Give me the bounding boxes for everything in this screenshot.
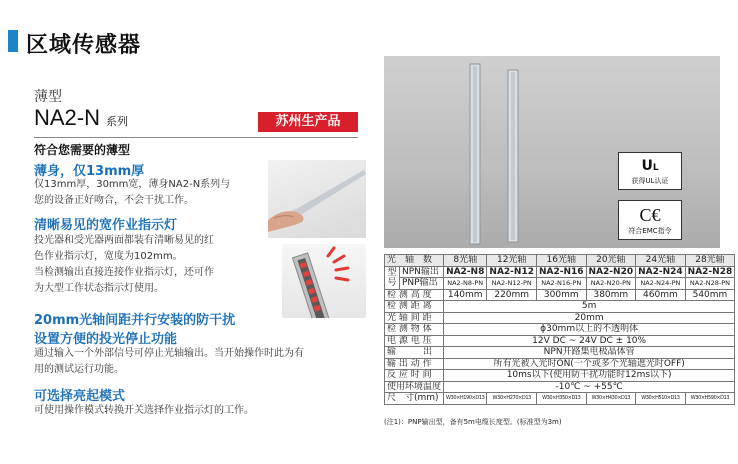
table-cell: PNP输出 [400, 278, 444, 290]
table-cell: NA2-N24 [636, 266, 686, 278]
ce-cert [618, 200, 682, 240]
table-cell: NA2-N28-PN [685, 278, 735, 290]
table-cell: 使用环境温度 [385, 381, 444, 393]
table-header-cell: 8光轴 [444, 255, 487, 267]
page-title: 区域传感器 [26, 33, 142, 58]
table-header-label: 光 轴 数 [385, 255, 444, 267]
table-cell: NPN开路集电极晶体管 [444, 347, 735, 359]
table-row [385, 289, 735, 301]
ul-cert [618, 152, 682, 190]
table-row [385, 335, 735, 347]
table-cell: W30×H590×D13 [685, 393, 735, 405]
table-cell: NA2-N12-PN [487, 278, 537, 290]
table-cell: 检 测 距 离 [385, 301, 444, 313]
feature-heading: 20mm光轴间距并行安装的防干扰 [34, 313, 236, 328]
table-cell: NA2-N28 [685, 266, 735, 278]
table-cell: 460mm [636, 289, 686, 301]
feature-line: 用的测试运行功能。 [34, 364, 124, 375]
table-row [385, 370, 735, 382]
table-cell: NPN输出 [400, 266, 444, 278]
ce-caption: 符合EMC指令 [628, 227, 672, 235]
feature-text [34, 403, 254, 419]
product-photo-hand [268, 160, 366, 238]
table-cell: 反 应 时 间 [385, 370, 444, 382]
table-cell: 540mm [685, 289, 735, 301]
table-header-cell: 24光轴 [636, 255, 686, 267]
feature-line: 通过输入一个外部信号可停止光轴输出。当开始操作时此为有 [34, 348, 304, 359]
table-cell: W30×H190×D13 [444, 393, 487, 405]
lead-text: 符合您需要的薄型 [34, 143, 131, 157]
table-cell: -10℃ ~ +55℃ [444, 381, 735, 393]
table-header-cell: 20光轴 [586, 255, 636, 267]
table-cell: NA2-N20-PN [586, 278, 636, 290]
section-marker [8, 30, 18, 52]
feature-heading: 可选择亮起模式 [34, 389, 126, 404]
feature-text [34, 233, 214, 297]
feature-line: 投光器和受光器两面都装有清晰易见的红 [34, 235, 214, 246]
table-cell: W30×H350×D13 [536, 393, 586, 405]
feature-line: 可使用操作模式转换开关选择作业指示灯的工作。 [34, 405, 254, 416]
table-row [385, 358, 735, 370]
table-header-cell: 12光轴 [487, 255, 537, 267]
ce-logo-icon: C€ [639, 205, 661, 225]
table-row [385, 301, 735, 313]
table-row [385, 324, 735, 336]
table-cell: NA2-N8-PN [444, 278, 487, 290]
model-name: NA2-N [34, 105, 101, 130]
feature-heading: 设置方便的投光停止功能 [34, 332, 178, 347]
table-row [385, 381, 735, 393]
divider [34, 137, 358, 138]
table-cell: W30×H270×D13 [487, 393, 537, 405]
table-row [385, 266, 735, 278]
product-model [34, 105, 128, 131]
feature-heading: 清晰易见的宽作业指示灯 [34, 218, 178, 233]
table-cell: 检 测 物 体 [385, 324, 444, 336]
table-row [385, 278, 735, 290]
feature-line: 为大型工作状态指示灯使用。 [34, 283, 164, 294]
product-photo-led [282, 244, 366, 318]
spec-table [384, 254, 735, 405]
table-header-cell: 28光轴 [685, 255, 735, 267]
table-cell: 140mm [444, 289, 487, 301]
table-cell: ϕ30mm以上的不透明体 [444, 324, 735, 336]
table-cell: 输 出 动 作 [385, 358, 444, 370]
table-row [385, 255, 735, 267]
table-cell: 10ms以下(使用防干扰功能时12ms以下) [444, 370, 735, 382]
table-cell: 12V DC ~ 24V DC ± 10% [444, 335, 735, 347]
table-cell: W30×H430×D13 [586, 393, 636, 405]
ul-caption: 获得UL认证 [631, 177, 669, 185]
product-photo-main [384, 56, 720, 248]
table-cell: NA2-N8 [444, 266, 487, 278]
feature-text [34, 177, 230, 209]
feature-heading: 薄身，仅13mm厚 [34, 164, 145, 179]
feature-text [34, 346, 304, 378]
table-cell: 300mm [536, 289, 586, 301]
table-row [385, 347, 735, 359]
table-cell: 检 测 高 度 [385, 289, 444, 301]
ul-logo-icon: UL [641, 158, 659, 174]
table-cell: 220mm [487, 289, 537, 301]
origin-badge: 苏州生产品 [258, 112, 358, 132]
table-cell: 20mm [444, 312, 735, 324]
feature-line: 您的设备正好吻合，不会干扰工作。 [34, 195, 194, 206]
table-cell: 型号 [385, 266, 400, 289]
product-type: 薄型 [34, 89, 62, 105]
table-cell: 电 源 电 压 [385, 335, 444, 347]
feature-line: 仅13mm厚，30mm宽，薄身NA2-N系列与 [34, 179, 231, 190]
table-cell: NA2-N16 [536, 266, 586, 278]
table-cell: NA2-N24-PN [636, 278, 686, 290]
table-cell: W30×H510×D13 [636, 393, 686, 405]
table-cell: 尺 寸(mm) [385, 393, 444, 405]
table-cell: 所有光被入光时ON(一个或多个光轴遮光时OFF) [444, 358, 735, 370]
table-cell: 5m [444, 301, 735, 313]
table-header-cell: 16光轴 [536, 255, 586, 267]
series-label: 系列 [106, 116, 129, 128]
table-cell: 输 出 [385, 347, 444, 359]
table-note: (注1)：PNP输出型，备有5m电缆长度型。(标准型为3m) [384, 418, 562, 426]
table-cell: NA2-N20 [586, 266, 636, 278]
table-row [385, 312, 735, 324]
table-cell: NA2-N12 [487, 266, 537, 278]
table-cell: 光 轴 间 距 [385, 312, 444, 324]
table-cell: 380mm [586, 289, 636, 301]
table-row [385, 393, 735, 405]
table-cell: NA2-N16-PN [536, 278, 586, 290]
feature-line: 色作业指示灯，宽度为102mm。 [34, 251, 183, 262]
feature-line: 当检测输出直接连接作业指示灯，还可作 [34, 267, 214, 278]
